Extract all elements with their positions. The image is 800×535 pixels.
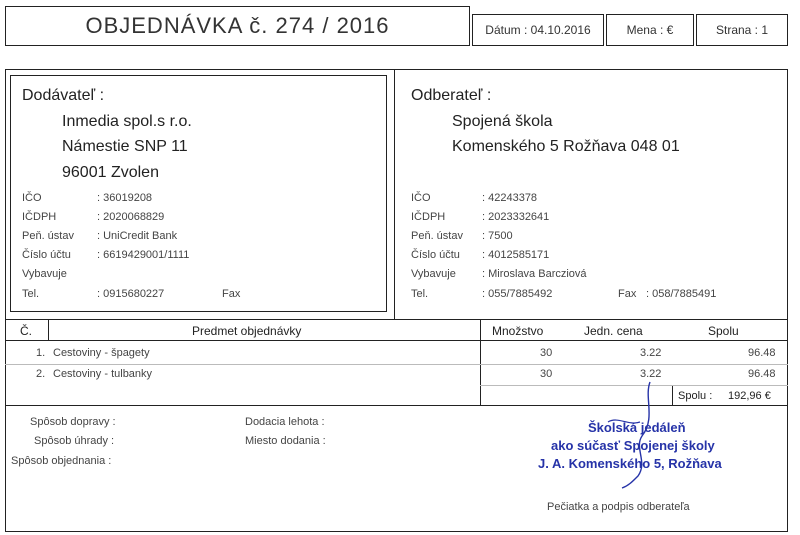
- customer-tel-value: : 055/7885492: [482, 288, 553, 300]
- sum-value: 192,96 €: [728, 390, 771, 402]
- supplier-account-value: : 6619429001/1111: [97, 249, 190, 261]
- supplier-bank-value: : UniCredit Bank: [97, 230, 178, 242]
- col-item-header: Predmet objednávky: [192, 324, 302, 338]
- customer-account-value: : 4012585171: [482, 249, 550, 261]
- payment-method: Spôsob úhrady :: [34, 435, 115, 447]
- customer-ico-label: IČO: [411, 192, 431, 204]
- supplier-account-label: Číslo účtu: [22, 249, 71, 261]
- customer-contact-label: Vybavuje: [411, 268, 456, 280]
- supplier-tel-value: : 0915680227: [97, 288, 165, 300]
- supplier-ico-value: : 36019208: [97, 192, 153, 204]
- table-top-line: [5, 319, 788, 320]
- row-no: 1.: [36, 347, 46, 359]
- supplier-bank-label: Peň. ústav: [22, 230, 74, 242]
- customer-account-label: Číslo účtu: [411, 249, 460, 261]
- table-col-divider: [480, 319, 481, 405]
- stamp-line-2: ako súčasť Spojenej školy: [551, 438, 715, 453]
- supplier-heading: Dodávateľ :: [22, 87, 105, 104]
- supplier-fax-label: Fax: [222, 288, 241, 300]
- customer-heading: Odberateľ :: [411, 87, 492, 104]
- stamp-line-3: J. A. Komenského 5, Rožňava: [538, 456, 722, 471]
- col-qty-header: Množstvo: [492, 324, 544, 338]
- row-price: 3.22: [640, 347, 662, 359]
- supplier-contact-label: Vybavuje: [22, 268, 67, 280]
- supplier-tel-label: Tel.: [22, 288, 40, 300]
- row-no: 2.: [36, 368, 46, 380]
- order-title: OBJEDNÁVKA č. 274 / 2016: [5, 6, 470, 46]
- customer-bank-value: : 7500: [482, 230, 513, 242]
- customer-contact-value: : Miroslava Barcziová: [482, 268, 587, 280]
- table-col-divider: [48, 319, 49, 340]
- delivery-place: Miesto dodania :: [245, 435, 326, 447]
- customer-icdph-value: : 2023332641: [482, 211, 550, 223]
- row-item: Cestoviny - tulbanky: [53, 368, 153, 380]
- customer-icdph-label: IČDPH: [411, 211, 446, 223]
- customer-tel-label: Tel.: [411, 288, 429, 300]
- supplier-street: Námestie SNP 11: [62, 138, 188, 155]
- row-item: Cestoviny - špagety: [53, 347, 150, 359]
- customer-address: Komenského 5 Rožňava 048 01: [452, 138, 680, 155]
- customer-fax-label: Fax: [618, 288, 637, 300]
- divider: [394, 69, 395, 319]
- row-total: 96.48: [748, 368, 776, 380]
- supplier-ico-label: IČO: [22, 192, 42, 204]
- transport-method: Spôsob dopravy :: [30, 416, 116, 428]
- row-total: 96.48: [748, 347, 776, 359]
- col-no-header: Č.: [20, 324, 32, 338]
- row-price: 3.22: [640, 368, 662, 380]
- sum-label: Spolu :: [678, 390, 713, 402]
- signature-label: Pečiatka a podpis odberateľa: [547, 501, 690, 513]
- row-qty: 30: [540, 347, 553, 359]
- page-number-field: Strana : 1: [696, 14, 788, 46]
- col-price-header: Jedn. cena: [584, 324, 643, 338]
- date-field: Dátum : 04.10.2016: [472, 14, 604, 46]
- row-qty: 30: [540, 368, 553, 380]
- customer-bank-label: Peň. ústav: [411, 230, 463, 242]
- supplier-name: Inmedia spol.s r.o.: [62, 113, 192, 130]
- col-total-header: Spolu: [708, 324, 739, 338]
- order-method: Spôsob objednania :: [11, 455, 112, 467]
- row-separator: [5, 364, 788, 365]
- stamp-line-1: Školská jedáleň: [588, 420, 686, 435]
- delivery-term: Dodacia lehota :: [245, 416, 325, 428]
- supplier-icdph-value: : 2020068829: [97, 211, 165, 223]
- customer-name: Spojená škola: [452, 113, 553, 130]
- currency-field: Mena : €: [606, 14, 694, 46]
- supplier-icdph-label: IČDPH: [22, 211, 57, 223]
- customer-ico-value: : 42243378: [482, 192, 538, 204]
- customer-fax-value: : 058/7885491: [646, 288, 717, 300]
- table-header-line: [5, 340, 788, 341]
- signature-scribble: [598, 378, 678, 490]
- supplier-city: 96001 Zvolen: [62, 164, 159, 181]
